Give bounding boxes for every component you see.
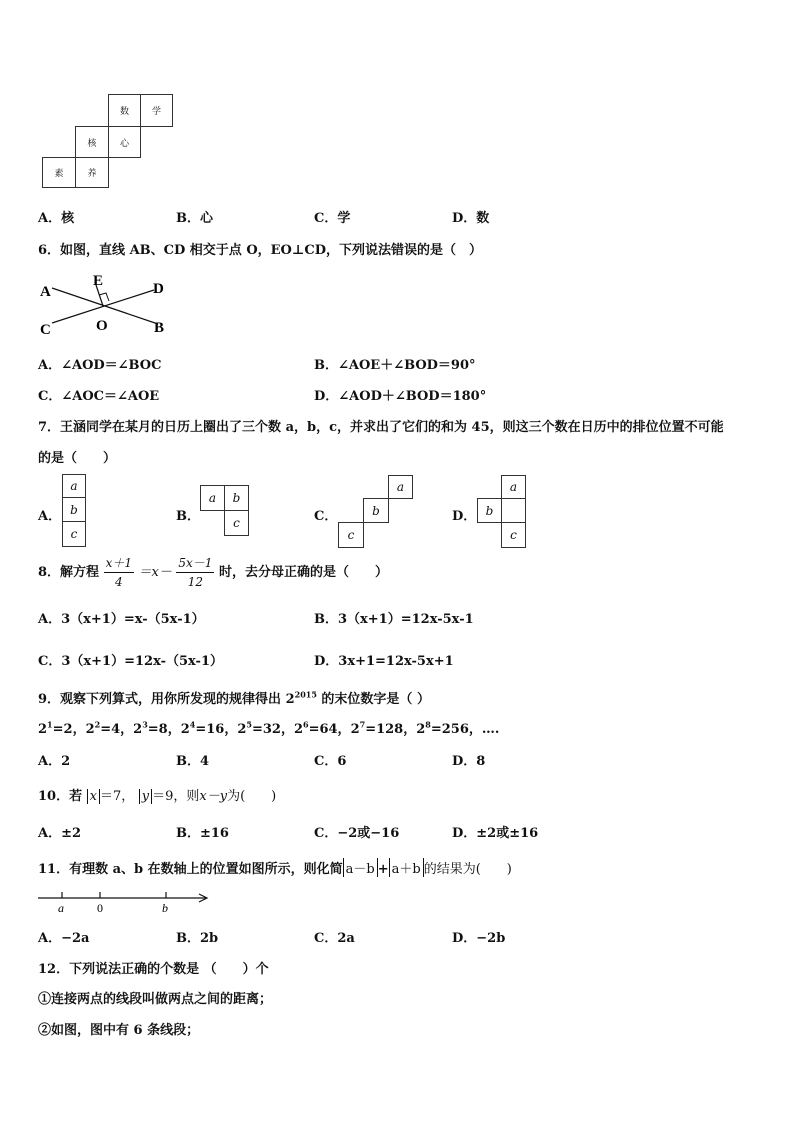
power-value: =2， <box>52 722 86 737</box>
net-cell: 学 <box>140 94 173 127</box>
q7-option-b: B． <box>176 509 200 524</box>
q11-option-a: A．−2a <box>38 931 90 946</box>
grid-cell: c <box>501 522 526 548</box>
power-exp: 1 <box>47 719 53 730</box>
q10-stem <box>38 785 276 804</box>
power-value: =128， <box>365 722 417 737</box>
q10-expr: x－y <box>199 789 228 804</box>
q10-option-c: C．−2或−16 <box>314 826 400 841</box>
grid-cell: b <box>477 498 502 523</box>
q5-option-a: A．核 <box>38 211 75 226</box>
q10-option-a: A．±2 <box>38 826 82 841</box>
grid-cell: c <box>224 510 249 536</box>
axis-label-b: b <box>162 901 168 915</box>
q12-statement-1: ①连接两点的线段叫做两点之间的距离； <box>38 992 273 1007</box>
grid-cell: b <box>62 497 86 522</box>
label-e: E <box>93 273 104 289</box>
abs-a-minus-b: a－b <box>343 858 378 877</box>
q8-prefix: 8．解方程 <box>38 565 100 580</box>
grid-cell: b <box>224 485 249 511</box>
q9-option-b: B．4 <box>176 754 210 769</box>
q8-fraction-1 <box>104 554 134 591</box>
q6-stem: 6．如图，直线 AB、CD 相交于点 O，EO⊥CD，下列说法错误的是（ ） <box>38 243 482 258</box>
grid-cell: a <box>62 474 86 498</box>
grid-cell: a <box>200 485 225 511</box>
net-cell: 数 <box>108 94 141 127</box>
q7-stem-line2: 的是（ ） <box>38 451 117 466</box>
power-base: 2 <box>133 722 143 737</box>
q9-stem-pre: 9．观察下列算式，用你所发现的规律得出 2 <box>38 692 295 707</box>
q6-option-b: B．∠AOE＋∠BOD＝90° <box>314 358 476 373</box>
power-value: =64， <box>308 722 351 737</box>
q9-stem-exp: 2015 <box>294 689 317 700</box>
q11-post: 的结果为( ) <box>423 862 512 877</box>
frac2-denominator: 12 <box>187 575 204 589</box>
abs-y: y <box>139 789 152 804</box>
q11-option-d: D．−2b <box>452 931 506 946</box>
q6-option-d: D．∠AOD＋∠BOD＝180° <box>314 389 487 404</box>
q6-option-a: A．∠AOD＝∠BOC <box>38 358 162 373</box>
grid-cell: b <box>363 498 389 523</box>
net-cell: 核 <box>75 126 109 158</box>
q10-eq1: ＝7， <box>99 789 135 804</box>
q7-stem-line1: 7．王涵同学在某月的日历上圈出了三个数 a，b，c，并求出了它们的和为 45，则这三个数在日历中的排位位置不可能 <box>38 420 724 435</box>
power-exp: 7 <box>359 719 366 730</box>
q11-pre: 11．有理数 a、b 在数轴上的位置如图所示，则化简 <box>38 862 343 877</box>
q10-pre: 10．若 <box>38 789 83 804</box>
grid-cell <box>501 498 526 523</box>
power-exp: 4 <box>189 719 196 730</box>
q10-option-b: B．±16 <box>176 826 229 841</box>
q7-option-a: A． <box>38 509 62 524</box>
q5-option-b: B．心 <box>176 211 213 226</box>
net-cell: 养 <box>75 157 109 188</box>
q9-option-a: A．2 <box>38 754 71 769</box>
q9-option-d: D．8 <box>452 754 486 769</box>
axis-label-0: 0 <box>97 901 103 915</box>
q7-option-d: D． <box>452 509 477 524</box>
grid-cell: c <box>62 521 86 547</box>
q9-powers <box>38 718 499 737</box>
grid-cell: a <box>388 475 413 499</box>
label-c: C <box>40 322 51 338</box>
power-value: =256，…. <box>430 722 500 737</box>
power-base: 2 <box>180 722 190 737</box>
q6-option-c: C．∠AOC＝∠AOE <box>38 389 160 404</box>
frac2-numerator: 5x－1 <box>176 554 214 573</box>
q11-option-c: C．2a <box>314 931 355 946</box>
label-o: O <box>96 318 108 334</box>
label-d: D <box>153 281 164 297</box>
q8-fraction-2 <box>176 554 214 591</box>
q10-post: 为( ) <box>227 789 277 804</box>
q7-option-c: C． <box>314 509 338 524</box>
grid-cell: a <box>501 475 526 499</box>
abs-x: x <box>87 789 100 804</box>
q5-option-c: C．学 <box>314 211 351 226</box>
power-value: =4， <box>100 722 134 737</box>
q8-stem <box>38 554 388 591</box>
q8-middle: ＝x－ <box>138 565 172 580</box>
power-exp: 6 <box>303 719 309 730</box>
power-exp: 5 <box>246 719 252 730</box>
power-base: 2 <box>293 722 303 737</box>
q12-statement-2: ②如图，图中有 6 条线段； <box>38 1023 200 1038</box>
frac1-numerator: x＋1 <box>104 554 134 573</box>
power-exp: 2 <box>94 719 101 730</box>
net-cell: 素 <box>42 157 76 188</box>
abs-a-plus-b: a＋b <box>389 858 424 877</box>
q12-stem: 12．下列说法正确的个数是 （ ）个 <box>38 962 269 977</box>
frac1-denominator: 4 <box>114 575 123 589</box>
q8-option-d: D．3x+1=12x-5x+1 <box>314 654 454 669</box>
net-cell: 心 <box>108 126 141 158</box>
axis-label-a: a <box>58 901 64 915</box>
power-base: 2 <box>350 722 360 737</box>
label-a: A <box>40 284 51 300</box>
number-line <box>36 888 216 918</box>
q6-figure <box>36 268 176 338</box>
power-value: =16， <box>195 722 238 737</box>
q10-eq2: ＝9，则 <box>152 789 200 804</box>
power-value: =8， <box>147 722 181 737</box>
label-b: B <box>154 320 165 336</box>
q11-stem <box>38 858 512 877</box>
q9-stem <box>38 688 430 707</box>
q11-option-b: B．2b <box>176 931 219 946</box>
q9-option-c: C．6 <box>314 754 347 769</box>
q5-option-d: D．数 <box>452 211 490 226</box>
power-exp: 3 <box>142 719 148 730</box>
power-base: 2 <box>416 722 426 737</box>
power-base: 2 <box>85 722 95 737</box>
q8-option-c: C．3（x+1）=12x-（5x-1） <box>38 654 223 669</box>
q8-suffix: 时，去分母正确的是（ ） <box>218 565 388 580</box>
q8-option-b: B．3（x+1）=12x-5x-1 <box>314 612 474 627</box>
power-base: 2 <box>237 722 247 737</box>
grid-cell: c <box>338 522 364 548</box>
q8-option-a: A．3（x+1）=x-（5x-1） <box>38 612 205 627</box>
power-exp: 8 <box>425 719 431 730</box>
q10-option-d: D．±2或±16 <box>452 826 539 841</box>
q9-stem-post: 的末位数字是（ ） <box>316 692 430 707</box>
power-base: 2 <box>38 722 48 737</box>
q11-plus: + <box>377 862 389 877</box>
power-value: =32， <box>251 722 294 737</box>
